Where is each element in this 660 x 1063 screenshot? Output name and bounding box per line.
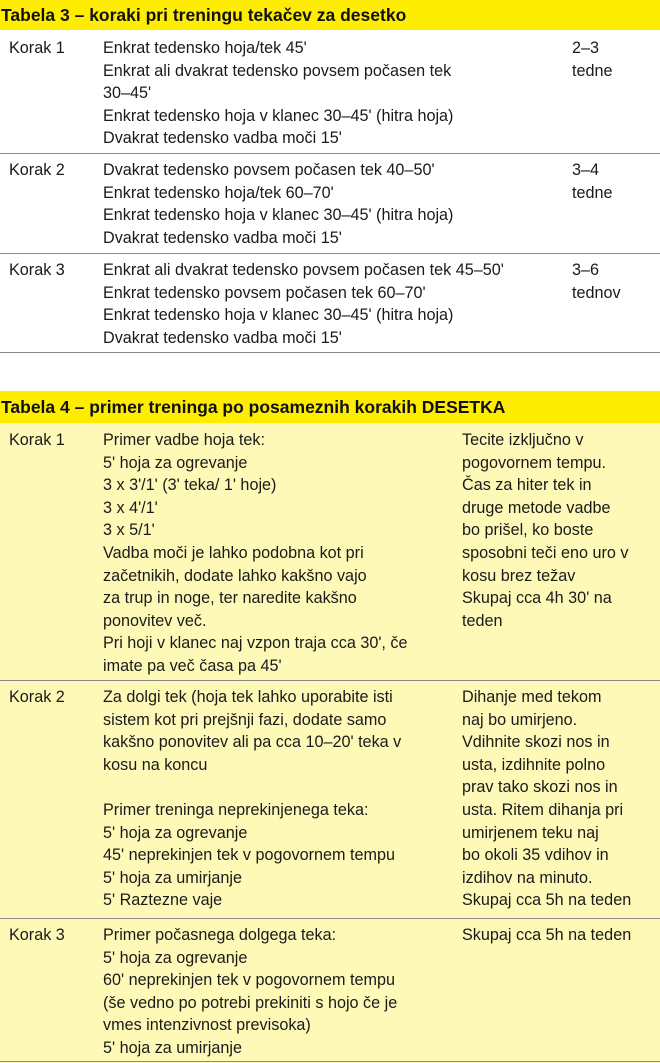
example-line: kosu na koncu: [103, 755, 208, 774]
step-label: Korak 2: [9, 161, 65, 179]
duration-value: 3–6: [572, 261, 600, 279]
row-divider: [0, 680, 660, 681]
table4-title: Tabela 4 – primer treninga po posameznih korakih DESETKA: [0, 391, 660, 423]
step-example: [103, 686, 401, 912]
note-line: pogovornem tempu.: [462, 453, 606, 472]
example-line: imate pa več časa pa 45': [103, 656, 282, 675]
activity-line: Dvakrat tedensko vadba moči 15': [103, 228, 342, 247]
activity-line: Enkrat tedensko hoja v klanec 30–45' (hitra hoja): [103, 206, 454, 225]
note-line: Skupaj cca 4h 30' na: [462, 589, 612, 608]
note-line: izdihov na minuto.: [462, 868, 593, 887]
row-divider: [0, 352, 660, 353]
example-line: Pri hoji v klanec naj vzpon traja cca 30', če: [103, 634, 408, 653]
step-label: Korak 3: [9, 261, 65, 279]
example-line: za trup in noge, ter naredite kakšno: [103, 589, 357, 608]
note-line: bo okoli 35 vdihov in: [462, 846, 609, 865]
activity-line: Enkrat tedensko hoja/tek 60–70': [103, 183, 334, 202]
note-line: druge metode vadbe: [462, 498, 611, 517]
step-label: Korak 1: [9, 39, 65, 57]
activity-line: Enkrat tedensko povsem počasen tek 60–70': [103, 283, 426, 302]
example-line: 3 x 3'/1' (3' teka/ 1' hoje): [103, 476, 277, 495]
example-line: začetnikih, dodate lahko kakšno vajo: [103, 566, 367, 585]
activity-line: Enkrat tedensko hoja/tek 45': [103, 39, 307, 57]
duration-unit: tedne: [572, 183, 613, 202]
note-line: umirjenem teku naj: [462, 823, 599, 842]
step-duration: [572, 37, 613, 82]
activity-line: 30–45': [103, 84, 152, 103]
step-duration: [572, 159, 613, 204]
step-example: [103, 924, 397, 1060]
duration-unit: tednov: [572, 283, 621, 302]
activity-line: Enkrat ali dvakrat tedensko povsem počasen tek: [103, 61, 452, 80]
example-line: sistem kot pri prejšnji fazi, dodate samo: [103, 710, 387, 729]
note-line: Skupaj cca 5h na teden: [462, 891, 632, 910]
example-line: 60' neprekinjen tek v pogovornem tempu: [103, 971, 395, 990]
example-line: 3 x 5/1': [103, 521, 155, 540]
step-example: [103, 429, 408, 678]
note-line: Čas za hiter tek in: [462, 476, 592, 495]
note-line: prav tako skozi nos in: [462, 778, 618, 797]
step-notes: [462, 429, 628, 632]
note-line: naj bo umirjeno.: [462, 710, 578, 729]
example-line: Primer počasnega dolgega teka:: [103, 926, 337, 944]
duration-value: 3–4: [572, 161, 600, 179]
step-activities: [103, 159, 453, 249]
row-divider: [0, 918, 660, 919]
activity-line: Enkrat tedensko hoja v klanec 30–45' (hitra hoja): [103, 306, 454, 325]
example-line: 5' Raztezne vaje: [103, 891, 223, 910]
step-notes: [462, 686, 631, 912]
activity-line: Dvakrat tedensko vadba moči 15': [103, 328, 342, 347]
activity-line: Enkrat ali dvakrat tedensko povsem počasen tek 45–50': [103, 261, 504, 279]
example-line: ponovitev več.: [103, 611, 207, 630]
example-line: 5' hoja za ogrevanje: [103, 948, 248, 967]
example-line: 5' hoja za umirjanje: [103, 1038, 242, 1057]
row-divider: [0, 1061, 660, 1062]
duration-value: 2–3: [572, 39, 600, 57]
example-line: 5' hoja za ogrevanje: [103, 453, 248, 472]
note-line: usta. Ritem dihanja pri: [462, 800, 624, 819]
note-line: kosu brez težav: [462, 566, 576, 585]
step-label: Korak 1: [9, 431, 65, 449]
table3-title: Tabela 3 – koraki pri treningu tekačev za desetko: [0, 0, 660, 30]
activity-line: Dvakrat tedensko povsem počasen tek 40–50': [103, 161, 435, 179]
note-line: Vdihnite skozi nos in: [462, 733, 610, 752]
step-label: Korak 2: [9, 688, 65, 706]
note-line: Tecite izključno v: [462, 431, 584, 449]
activity-line: Dvakrat tedensko vadba moči 15': [103, 129, 342, 148]
example-line: 45' neprekinjen tek v pogovornem tempu: [103, 846, 395, 865]
step-activities: [103, 37, 453, 150]
example-line: kakšno ponovitev ali pa cca 10–20' teka v: [103, 733, 402, 752]
example-line: (še vedno po potrebi prekiniti s hojo če je: [103, 993, 398, 1012]
activity-line: Enkrat tedensko hoja v klanec 30–45' (hitra hoja): [103, 106, 454, 125]
row-divider: [0, 253, 660, 254]
example-line: 5' hoja za umirjanje: [103, 868, 242, 887]
blank-line: [103, 776, 401, 799]
note-line: sposobni teči eno uro v: [462, 543, 629, 562]
duration-unit: tedne: [572, 61, 613, 80]
example-line: vmes intenzivnost previsoka): [103, 1016, 311, 1035]
example-line: 3 x 4'/1': [103, 498, 158, 517]
note-line: teden: [462, 611, 503, 630]
example-line: Za dolgi tek (hoja tek lahko uporabite isti: [103, 688, 393, 706]
note-line: Skupaj cca 5h na teden: [462, 926, 632, 944]
step-notes: [462, 924, 631, 947]
note-line: usta, izdihnite polno: [462, 755, 606, 774]
row-divider: [0, 153, 660, 154]
example-line: Primer treninga neprekinjenega teka:: [103, 800, 369, 819]
example-line: Vadba moči je lahko podobna kot pri: [103, 543, 364, 562]
note-line: bo prišel, ko boste: [462, 521, 594, 540]
step-label: Korak 3: [9, 926, 65, 944]
example-line: 5' hoja za ogrevanje: [103, 823, 248, 842]
step-activities: [103, 259, 504, 349]
note-line: Dihanje med tekom: [462, 688, 602, 706]
step-duration: [572, 259, 621, 304]
example-line: Primer vadbe hoja tek:: [103, 431, 265, 449]
